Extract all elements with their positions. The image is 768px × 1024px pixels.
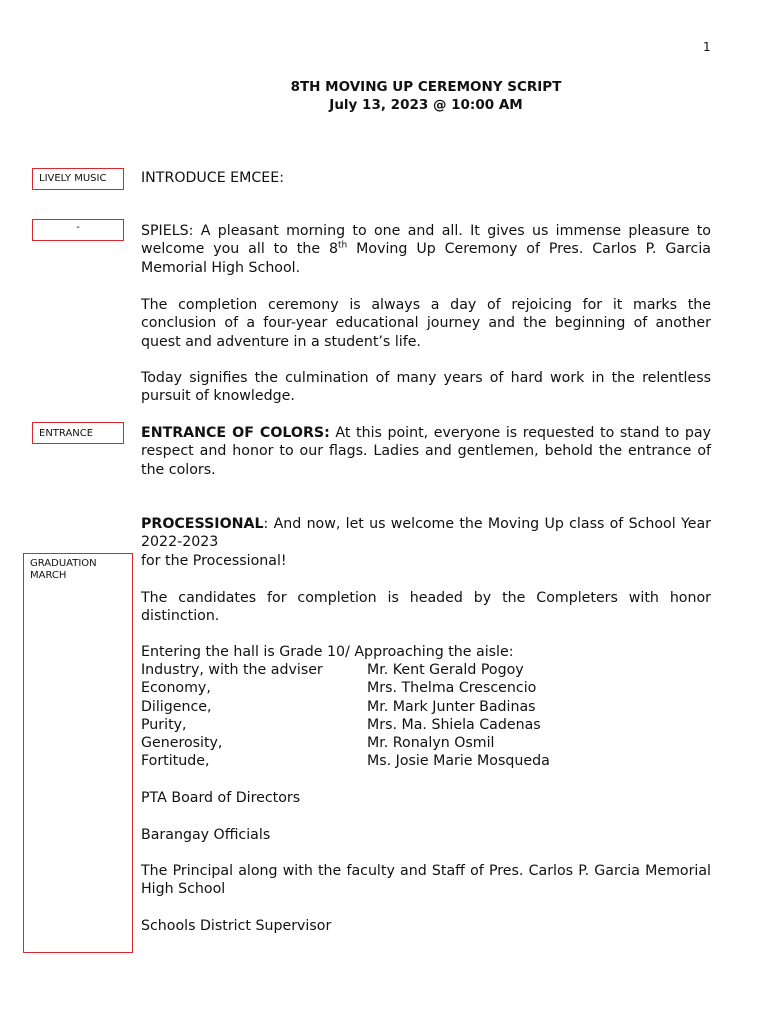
principal-text: The Principal along with the faculty and Staff of Pres. Carlos P. Garcia Memorial High School (141, 863, 711, 898)
processional-text-2: for the Processional! (141, 552, 287, 569)
pta-text: PTA Board of Directors (141, 790, 301, 806)
processional-text: : And now, let us welcome the Moving Up class of School Year 2022-2023 (141, 516, 711, 551)
roster-section: Diligence, (141, 698, 212, 715)
page-number: 1 (703, 40, 711, 54)
processional-label: PROCESSIONAL (141, 516, 264, 532)
roster-section: Economy, (141, 680, 211, 697)
cue-entrance: ENTRANCE (32, 422, 124, 444)
roster-section: Industry, with the adviser (141, 662, 323, 678)
barangay-text: Barangay Officials (141, 827, 271, 843)
roster-row (141, 698, 711, 716)
document-title-block (0, 78, 768, 114)
pta-paragraph (141, 789, 711, 807)
entrance-of-colors-text: At this point, everyone is requested to stand to pay respect and honor to our flags. Ladies and gentlemen, behold the entrance of the colors. (141, 425, 712, 478)
candidates-paragraph (141, 589, 711, 626)
entering-text: Entering the hall is Grade 10/ Approaching the aisle: (141, 644, 514, 660)
roster-row (141, 661, 711, 679)
principal-paragraph (141, 862, 711, 899)
entering-paragraph (141, 643, 711, 661)
document-title: 8TH MOVING UP CEREMONY SCRIPT (290, 79, 562, 95)
processional-paragraph (141, 515, 711, 570)
spiels-superscript: th (338, 240, 348, 251)
barangay-paragraph (141, 826, 711, 844)
entrance-of-colors-label: ENTRANCE OF COLORS: (141, 425, 330, 441)
roster-row (141, 679, 711, 697)
entrance-of-colors-paragraph (141, 424, 711, 479)
supervisor-paragraph (141, 917, 711, 935)
roster-row (141, 716, 711, 734)
today-text: Today signifies the culmination of many years of hard work in the relentless pursuit of knowledge. (141, 370, 711, 405)
spiels-paragraph (141, 222, 711, 277)
roster-adviser: Mrs. Thelma Crescencio (367, 680, 537, 697)
spiels-text-2: Moving Up Ceremony of Pres. Carlos P. Garcia Memorial High School. (141, 241, 711, 276)
completion-paragraph (141, 296, 711, 351)
roster-adviser: Mr. Mark Junter Badinas (367, 698, 536, 715)
cue-lively-music: LIVELY MUSIC (32, 168, 124, 190)
roster-adviser: Mr. Ronalyn Osmil (367, 735, 495, 752)
roster-section: Purity, (141, 716, 187, 733)
cue-graduation-march: GRADUATION MARCH (23, 553, 133, 953)
introduce-emcee-text: INTRODUCE EMCEE: (141, 170, 284, 186)
roster-adviser: Mr. Kent Gerald Pogoy (367, 662, 524, 678)
roster-section: Generosity, (141, 735, 223, 752)
cue-dash: - (32, 219, 124, 241)
roster-row (141, 752, 711, 770)
today-paragraph (141, 369, 711, 406)
introduce-emcee (141, 169, 711, 187)
document-subtitle: July 13, 2023 @ 10:00 AM (329, 97, 523, 113)
section-roster (141, 661, 711, 771)
spiels-text-1: SPIELS: A pleasant morning to one and all. It gives us immense pleasure to welcome you all to the 8 (141, 223, 711, 258)
roster-section: Fortitude, (141, 753, 210, 770)
roster-row (141, 734, 711, 752)
completion-text: The completion ceremony is always a day of rejoicing for it marks the conclusion of a four-year educational journey and the beginning of another quest and adventure in a student’s life. (141, 297, 711, 350)
roster-adviser: Ms. Josie Marie Mosqueda (367, 753, 550, 770)
supervisor-text: Schools District Supervisor (141, 918, 332, 934)
roster-adviser: Mrs. Ma. Shiela Cadenas (367, 716, 541, 733)
candidates-text: The candidates for completion is headed by the Completers with honor distinction. (141, 590, 711, 625)
